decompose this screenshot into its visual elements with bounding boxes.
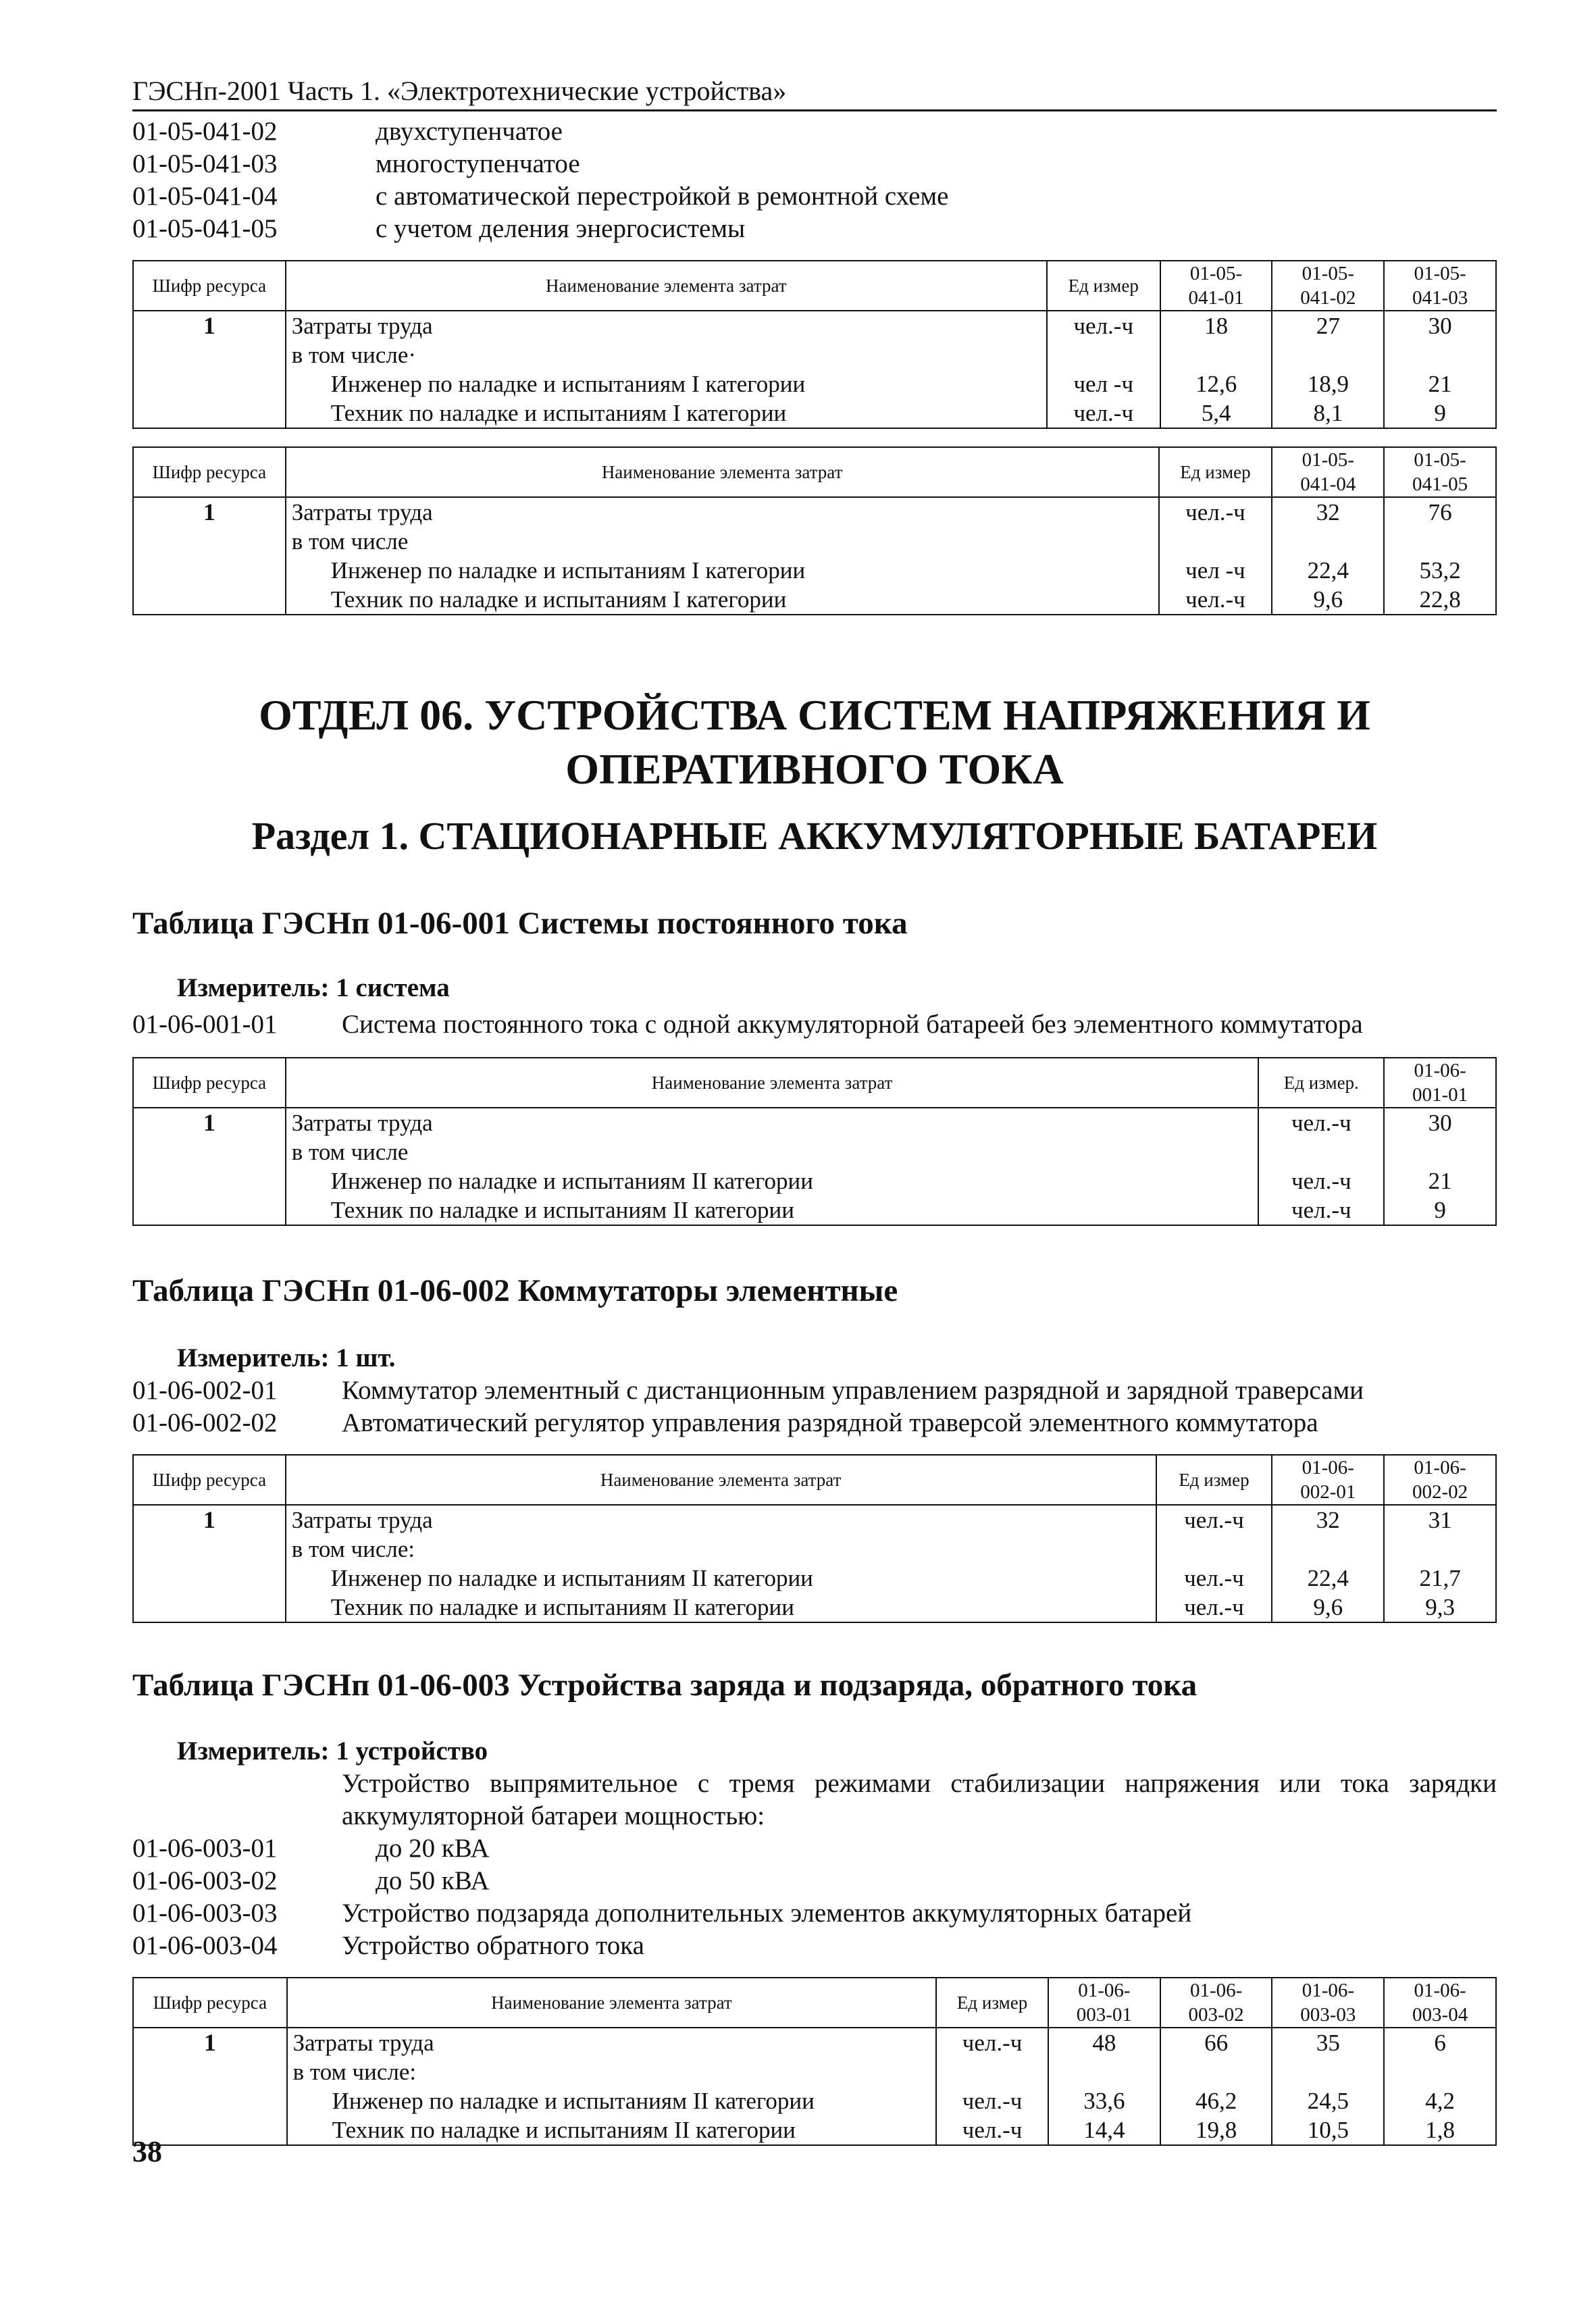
column-header: 01-06- 002-01 [1272, 1455, 1384, 1505]
code-row [132, 1865, 1497, 1897]
rate-code: 01-06-003-02 [132, 1866, 278, 1895]
code-row [132, 148, 1497, 180]
section-title: Раздел 1. СТАЦИОНАРНЫЕ АККУМУЛЯТОРНЫЕ БАТАРЕИ [251, 814, 1378, 858]
column-header: 01-06- 003-01 [1048, 1978, 1160, 2028]
resource-code-header: Шифр ресурса [133, 1058, 286, 1108]
column-header: 01-06- 003-04 [1384, 1978, 1496, 2028]
column-header: 01-06- 001-01 [1384, 1058, 1496, 1108]
table-header-row [133, 1978, 1496, 2028]
column-values: 35 24,5 10,5 [1272, 2028, 1384, 2145]
table-row [133, 311, 1496, 428]
column-header: 01-05- 041-02 [1272, 261, 1384, 311]
table-title-003: Таблица ГЭСНп 01-06-003 Устройства заряда и подзаряда, обратного тока [132, 1668, 1198, 1703]
code-list-003 [132, 1768, 1497, 1962]
unit-header: Ед измер [936, 1978, 1048, 2028]
table-title-001: Таблица ГЭСНп 01-06-001 Системы постоянного тока [132, 906, 908, 941]
column-values: 30 21 9 [1384, 1108, 1496, 1225]
cost-element-header: Наименование элемента затрат [286, 261, 1047, 311]
unit-header: Ед измер [1159, 447, 1272, 497]
table-row [133, 1108, 1496, 1225]
rate-description: Устройство обратного тока [342, 1931, 644, 1960]
meter-value: 1 система [336, 973, 450, 1002]
norm-table-001 [132, 1057, 1497, 1226]
unit-values: чел.-ч чел.-ч чел.-ч [1258, 1108, 1384, 1225]
meter-value: 1 устройство [336, 1737, 488, 1766]
meter-line: Измеритель: 1 система [177, 973, 450, 1002]
code-row [132, 1008, 1497, 1041]
unit-header: Ед измер [1156, 1455, 1272, 1505]
running-header: ГЭСНп-2001 Часть 1. «Электротехнические устройства» [132, 74, 1497, 111]
unit-values: чел.-ч чел -ч чел.-ч [1047, 311, 1160, 428]
table-row [133, 497, 1496, 615]
page-number: 38 [132, 2135, 162, 2168]
code-row [132, 1374, 1497, 1407]
column-values: 66 46,2 19,8 [1160, 2028, 1272, 2145]
table-title-002: Таблица ГЭСНп 01-06-002 Коммутаторы элементные [132, 1273, 898, 1308]
code-row [132, 1407, 1497, 1439]
group-description: Устройство выпрямительное с тремя режимами стабилизации напряжения или тока зарядки аккумуляторной батареи мощностью: [342, 1769, 1497, 1830]
unit-header: Ед измер [1047, 261, 1160, 311]
resource-code: 1 [133, 2028, 287, 2145]
resource-code-header: Шифр ресурса [133, 447, 286, 497]
table-row [133, 1505, 1496, 1622]
rate-description: Автоматический регулятор управления разрядной траверсой элементного коммутатора [342, 1408, 1318, 1437]
column-values: 6 4,2 1,8 [1384, 2028, 1496, 2145]
table-header-row [133, 261, 1496, 311]
rate-code: 01-06-003-04 [132, 1931, 278, 1960]
norm-table-041-b [132, 446, 1497, 615]
column-values: 30 21 9 [1384, 311, 1496, 428]
code-list-001 [132, 1008, 1497, 1041]
column-header: 01-06- 002-02 [1384, 1455, 1496, 1505]
top-code-list [132, 115, 1497, 245]
column-header: 01-05- 041-05 [1384, 447, 1496, 497]
rate-description: до 20 кВА [376, 1834, 490, 1863]
code-row [132, 115, 1497, 148]
resource-code: 1 [133, 1108, 286, 1225]
rate-description: до 50 кВА [376, 1866, 490, 1895]
resource-code-header: Шифр ресурса [133, 1455, 286, 1505]
rate-description: с автоматической перестройкой в ремонтной схеме [376, 182, 949, 211]
rate-description: Система постоянного тока с одной аккумуляторной батареей без элементного коммутатора [342, 1010, 1363, 1039]
column-values: 32 22,4 9,6 [1272, 497, 1384, 615]
norm-table-002 [132, 1454, 1497, 1623]
table-row [133, 2028, 1496, 2145]
column-values: 32 22,4 9,6 [1272, 1505, 1384, 1622]
table-header-row [133, 1058, 1496, 1108]
resource-code: 1 [133, 497, 286, 615]
rate-description: с учетом деления энергосистемы [376, 214, 746, 243]
cost-element-names: Затраты труда в том числе· Инженер по наладке и испытаниям I категории Техник по наладке и испытаниям I категории [286, 311, 1047, 428]
document-page [132, 74, 1497, 2146]
cost-element-header: Наименование элемента затрат [287, 1978, 937, 2028]
column-header: 01-06- 003-02 [1160, 1978, 1272, 2028]
column-header: 01-05- 041-04 [1272, 447, 1384, 497]
rate-description: двухступенчатое [376, 117, 563, 146]
norm-table-003 [132, 1977, 1497, 2146]
norm-table-041-a [132, 260, 1497, 429]
meter-line: Измеритель: 1 шт. [177, 1343, 396, 1372]
cost-element-names: Затраты труда в том числе Инженер по наладке и испытаниям I категории Техник по наладке и испытаниям I категории [286, 497, 1159, 615]
rate-code: 01-05-041-05 [132, 214, 278, 243]
rate-code: 01-06-001-01 [132, 1010, 278, 1039]
rate-code: 01-05-041-02 [132, 117, 278, 146]
column-values: 31 21,7 9,3 [1384, 1505, 1496, 1622]
cost-element-names: Затраты труда в том числе: Инженер по наладке и испытаниям II категории Техник по наладке и испытаниям II категории [287, 2028, 937, 2145]
code-row [132, 1768, 1497, 1832]
code-row [132, 1897, 1497, 1930]
cost-element-header: Наименование элемента затрат [286, 447, 1159, 497]
column-values: 18 12,6 5,4 [1160, 311, 1272, 428]
unit-values: чел.-ч чел.-ч чел.-ч [936, 2028, 1048, 2145]
resource-code-header: Шифр ресурса [133, 261, 286, 311]
resource-code: 1 [133, 311, 286, 428]
column-header: 01-05- 041-03 [1384, 261, 1496, 311]
unit-values: чел.-ч чел.-ч чел.-ч [1156, 1505, 1272, 1622]
code-row [132, 1930, 1497, 1962]
rate-code: 01-06-003-03 [132, 1899, 278, 1928]
rate-description: Коммутатор элементный с дистанционным управлением разрядной и зарядной траверсами [342, 1376, 1364, 1405]
code-row [132, 180, 1497, 213]
table-header-row [133, 1455, 1496, 1505]
rate-code: 01-06-002-02 [132, 1408, 278, 1437]
code-row [132, 1832, 1497, 1865]
department-title: ОТДЕЛ 06. УСТРОЙСТВА СИСТЕМ НАПРЯЖЕНИЯ И ОПЕРАТИВНОГО ТОКА [259, 691, 1370, 793]
code-list-002 [132, 1374, 1497, 1439]
rate-code: 01-06-002-01 [132, 1376, 278, 1405]
resource-code: 1 [133, 1505, 286, 1622]
rate-code: 01-05-041-03 [132, 149, 278, 178]
cost-element-names: Затраты труда в том числе: Инженер по наладке и испытаниям II категории Техник по наладке и испытаниям II категории [286, 1505, 1156, 1622]
cost-element-names: Затраты труда в том числе Инженер по наладке и испытаниям II категории Техник по наладке и испытаниям II категории [286, 1108, 1259, 1225]
rate-code: 01-05-041-04 [132, 182, 278, 211]
unit-header: Ед измер. [1258, 1058, 1384, 1108]
unit-values: чел.-ч чел -ч чел.-ч [1159, 497, 1272, 615]
meter-line: Измеритель: 1 устройство [177, 1737, 488, 1766]
meter-value: 1 шт. [336, 1343, 396, 1372]
table-header-row [133, 447, 1496, 497]
column-header: 01-05- 041-01 [1160, 261, 1272, 311]
column-values: 76 53,2 22,8 [1384, 497, 1496, 615]
rate-description: Устройство подзаряда дополнительных элементов аккумуляторных батарей [342, 1899, 1192, 1928]
code-row [132, 213, 1497, 245]
cost-element-header: Наименование элемента затрат [286, 1455, 1156, 1505]
resource-code-header: Шифр ресурса [133, 1978, 287, 2028]
rate-description: многоступенчатое [376, 149, 580, 178]
cost-element-header: Наименование элемента затрат [286, 1058, 1259, 1108]
column-values: 48 33,6 14,4 [1048, 2028, 1160, 2145]
column-header: 01-06- 003-03 [1272, 1978, 1384, 2028]
rate-code: 01-06-003-01 [132, 1834, 278, 1863]
column-values: 27 18,9 8,1 [1272, 311, 1384, 428]
